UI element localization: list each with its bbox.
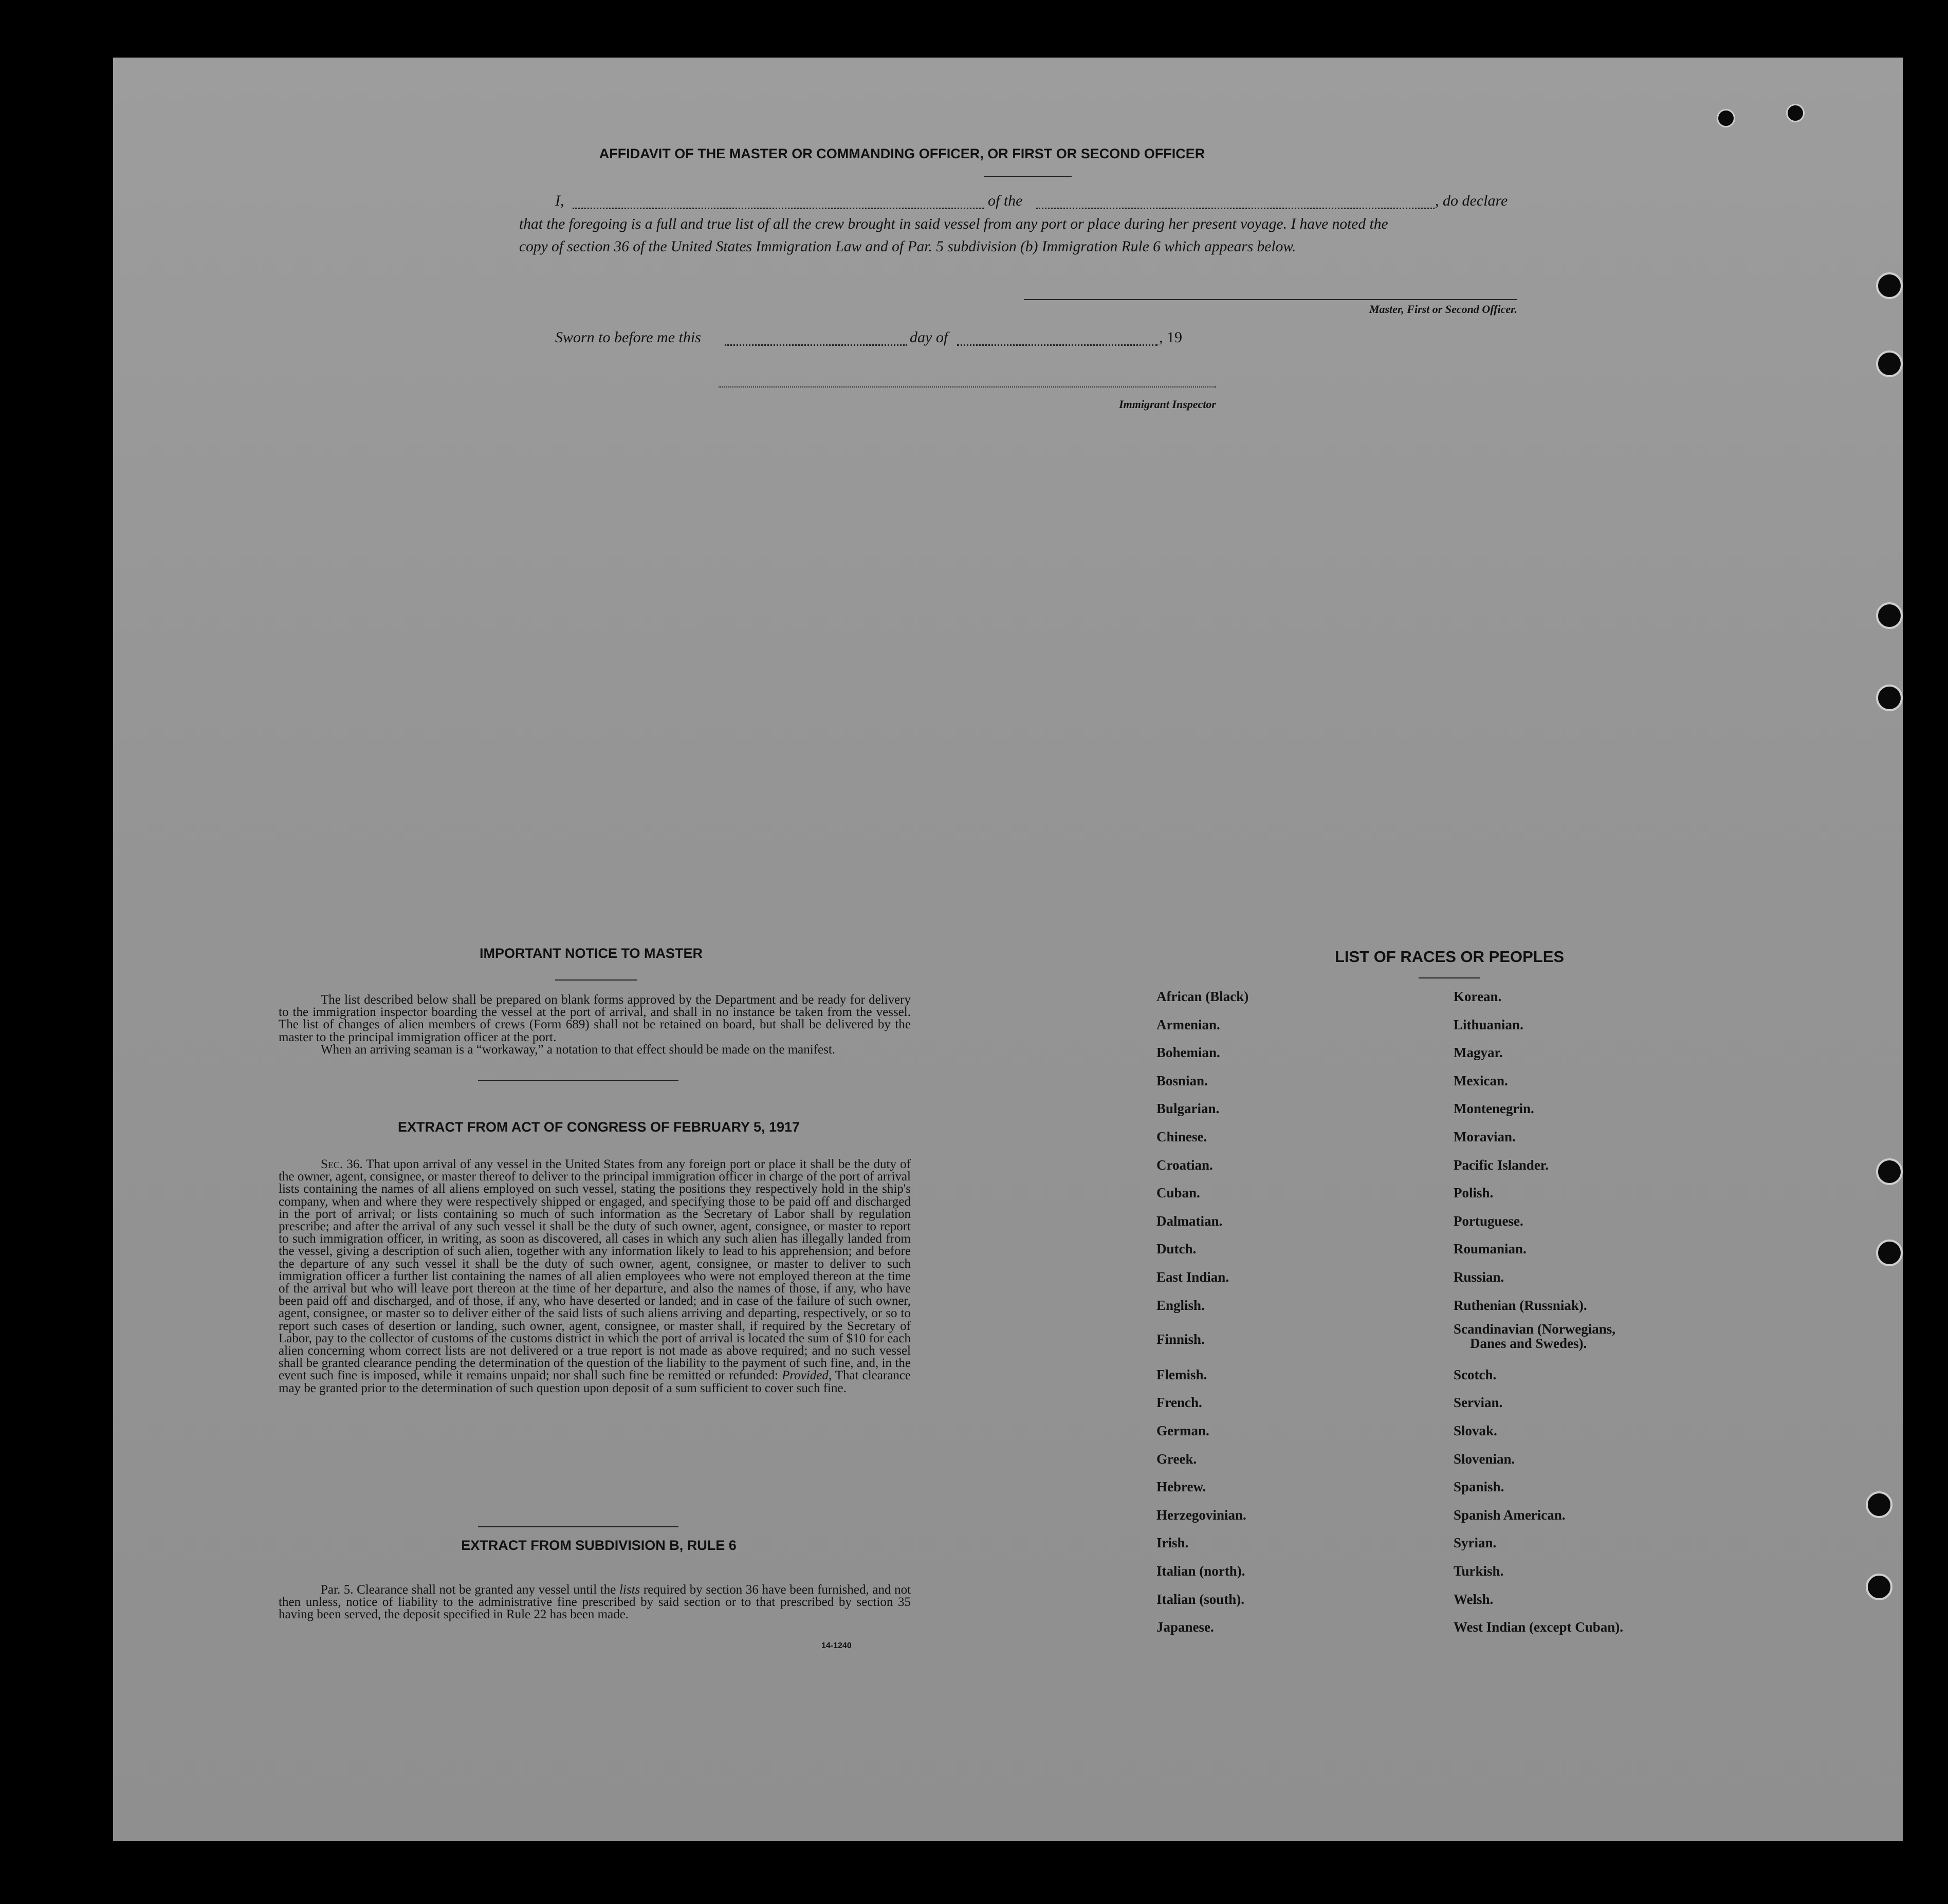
race-item: Syrian. (1454, 1535, 1497, 1551)
divider (478, 1080, 678, 1081)
sworn-label: Sworn to before me this (555, 329, 701, 346)
race-item: Greek. (1156, 1451, 1197, 1467)
races-right-column (1454, 989, 1813, 1708)
affidavit-title: AFFIDAVIT OF THE MASTER OR COMMANDING OFFICER, OR FIRST OR SECOND OFFICER (599, 146, 1205, 161)
punch-hole-icon (1876, 1158, 1903, 1185)
punch-hole-icon (1876, 272, 1903, 299)
race-item: Italian (north). (1156, 1563, 1245, 1579)
races-title: LIST OF RACES OR PEOPLES (1334, 948, 1565, 966)
race-item: German. (1156, 1423, 1209, 1438)
notice-paragraph-1: The list described below shall be prepared on blank forms approved by the Department and be ready for delivery to the immigration inspector boarding the vessel at the port of arrival, and shall in no instance be taken from the vessel. The list of changes of alien members of crews (Form 689) shall not be retained on board, but shall be delivered by the master to the principal immigration officer at the port. (279, 993, 911, 1044)
affidavit-line-2: that the foregoing is a full and true list of all the crew brought in said vessel from any port or place during her present voyage. I have noted the (519, 216, 1388, 232)
race-item: Danes and Swedes). (1470, 1336, 1587, 1352)
year-prefix: , 19 (1159, 329, 1182, 346)
race-item: Scandinavian (Norwegians, (1454, 1321, 1616, 1337)
race-item: Slovak. (1454, 1423, 1497, 1438)
race-item: Spanish American. (1454, 1507, 1566, 1523)
race-item: Flemish. (1156, 1366, 1207, 1382)
race-item: Mexican. (1454, 1073, 1508, 1088)
race-item: English. (1156, 1297, 1205, 1313)
race-item: Bulgarian. (1156, 1101, 1220, 1117)
section-text: That upon arrival of any vessel in the United States from any foreign port or place it shall be the duty of the owner, agent, consignee, or master thereof to deliver to the principal immigration officer in charge of the port of arrival lists containing the names of all aliens employed on such vessel, stating the positions they respectively hold in the ship's company, when and where they were respectively shipped or engaged, and specifying those to be paid off and discharged in the port of arrival; or lists containing so much of such information as the Secretary of Labor shall by regulation prescribe; and after the arrival of any such vessel it shall be the duty of such owner, agent, consignee, or master to report to such immigration officer, in writing, as soon as discovered, all cases in which any such alien has illegally landed from the vessel, giving a description of such alien, together with any information likely to lead to his apprehension; and before the departure of any such vessel it shall be the duty of such owner, agent, consignee, or master to deliver to such immigration officer a further list containing the names of all alien employees who were not employed thereon at the time of the arrival but who will leave port thereon at the time of her departure, and also the names of those, if any, who have been paid off and discharged, and of those, if any, who have deserted or landed; and in case of the failure of such owner, agent, consignee, or master so to deliver either of the said lists of such aliens arriving and departing, respectively, or so to report such cases of desertion or landing, such owner, agent, consignee, or master shall, if required by the Secretary of Labor, pay to the collector of customs of the customs district in which the port of arrival is located the sum of $10 for each alien concerning whom correct lists are not delivered or a true report is not made as above required; and no such vessel shall be granted clearance pending the determination of the question of the liability to the payment of such fine, and, in the event such fine is imposed, while it remains unpaid; nor shall such fine be remitted or refunded: (279, 1157, 911, 1383)
punch-hole-icon (1717, 109, 1735, 127)
divider (984, 176, 1072, 177)
race-item: Finnish. (1156, 1332, 1205, 1347)
punch-hole-icon (1866, 1574, 1892, 1600)
race-item: Russian. (1454, 1269, 1504, 1285)
race-item: Montenegrin. (1454, 1101, 1534, 1117)
race-item: Ruthenian (Russniak). (1454, 1297, 1587, 1313)
race-item: Cuban. (1156, 1185, 1200, 1201)
name-blank[interactable] (573, 208, 984, 209)
race-item: Croatian. (1156, 1157, 1213, 1173)
race-item: Irish. (1156, 1535, 1189, 1551)
sworn-month-blank[interactable] (957, 344, 1157, 346)
race-item: Italian (south). (1156, 1591, 1245, 1607)
race-item: Turkish. (1454, 1563, 1504, 1579)
inspector-label: Immigrant Inspector (1119, 398, 1216, 411)
sworn-line (555, 329, 1275, 349)
affidavit-line-3: copy of section 36 of the United States Immigration Law and of Par. 5 subdivision (b) Immigration Rule 6 which appears below. (519, 238, 1296, 255)
extract-rule-title: EXTRACT FROM SUBDIVISION B, RULE 6 (461, 1538, 737, 1553)
race-item: West Indian (except Cuban). (1454, 1619, 1624, 1635)
race-item: Polish. (1454, 1185, 1494, 1201)
race-item: Hebrew. (1156, 1479, 1206, 1495)
affidavit-line-1 (555, 192, 1655, 213)
race-item: Armenian. (1156, 1016, 1220, 1032)
race-item: Moravian. (1454, 1129, 1516, 1144)
lists-word: lists (619, 1583, 640, 1597)
form-number: 14-1240 (821, 1641, 852, 1650)
race-item: Dutch. (1156, 1241, 1197, 1257)
race-item: Dalmatian. (1156, 1213, 1223, 1229)
extract-rule-text (279, 1584, 911, 1621)
punch-hole-icon (1876, 350, 1903, 377)
divider (555, 979, 637, 981)
punch-hole-icon (1876, 602, 1903, 629)
race-item: Herzegovinian. (1156, 1507, 1246, 1523)
rule-text-a: Par. 5. Clearance shall not be granted any vessel until the (321, 1583, 616, 1597)
race-item: Scotch. (1454, 1366, 1497, 1382)
form-page (113, 58, 1903, 1841)
master-signature-line[interactable] (1024, 299, 1517, 300)
vessel-blank[interactable] (1036, 208, 1435, 209)
inspector-signature-line[interactable] (719, 386, 1216, 387)
punch-hole-icon (1786, 104, 1805, 122)
race-item: Roumanian. (1454, 1241, 1527, 1257)
notice-paragraph-2: When an arriving seaman is a “workaway,” a notation to that effect should be made on the manifest. (321, 1043, 836, 1057)
affidavit-i-label: I, (555, 192, 564, 209)
divider (478, 1526, 678, 1527)
race-item: Spanish. (1454, 1479, 1504, 1495)
rule-text-b: required by section 36 have been furnished, and not then unless, notice of liability to the administrative fine prescribed by said section or to that prescribed by section 35 having been served, the deposit specified in Rule 22 has been made. (279, 1583, 911, 1622)
race-item: Slovenian. (1454, 1451, 1515, 1467)
divider (1419, 977, 1480, 978)
race-item: Chinese. (1156, 1129, 1207, 1144)
race-item: Bosnian. (1156, 1073, 1208, 1088)
notice-title: IMPORTANT NOTICE TO MASTER (480, 946, 703, 961)
race-item: Japanese. (1156, 1619, 1214, 1635)
race-item: Bohemian. (1156, 1045, 1220, 1061)
race-item: Portuguese. (1454, 1213, 1523, 1229)
race-item: Lithuanian. (1454, 1016, 1523, 1032)
of-the-label: of the (988, 192, 1023, 209)
extract-act-title: EXTRACT FROM ACT OF CONGRESS OF FEBRUARY 5, 1917 (397, 1119, 800, 1135)
provided-word: Provided, (782, 1369, 832, 1383)
punch-hole-icon (1876, 685, 1903, 711)
race-item: French. (1156, 1395, 1202, 1411)
race-item: East Indian. (1156, 1269, 1229, 1285)
race-item: Pacific Islander. (1454, 1157, 1549, 1173)
race-item: Servian. (1454, 1395, 1503, 1411)
race-item: African (Black) (1156, 989, 1249, 1004)
declare-label: , do declare (1435, 192, 1508, 209)
race-item: Welsh. (1454, 1591, 1494, 1607)
race-item: Korean. (1454, 989, 1502, 1004)
race-item: Magyar. (1454, 1045, 1503, 1061)
extract-act-text (279, 1158, 911, 1395)
punch-hole-icon (1876, 1240, 1903, 1266)
section-label: Sec. 36. (321, 1157, 363, 1171)
punch-hole-icon (1866, 1491, 1892, 1518)
sworn-day-blank[interactable] (725, 344, 907, 346)
races-left-column (1156, 989, 1413, 1708)
section-text-end: That clearance may be granted prior to the determination of such question upon deposit of a sum sufficient to cover such fine. (279, 1369, 911, 1395)
day-of-label: day of (910, 329, 948, 346)
master-label: Master, First or Second Officer. (1369, 303, 1517, 316)
